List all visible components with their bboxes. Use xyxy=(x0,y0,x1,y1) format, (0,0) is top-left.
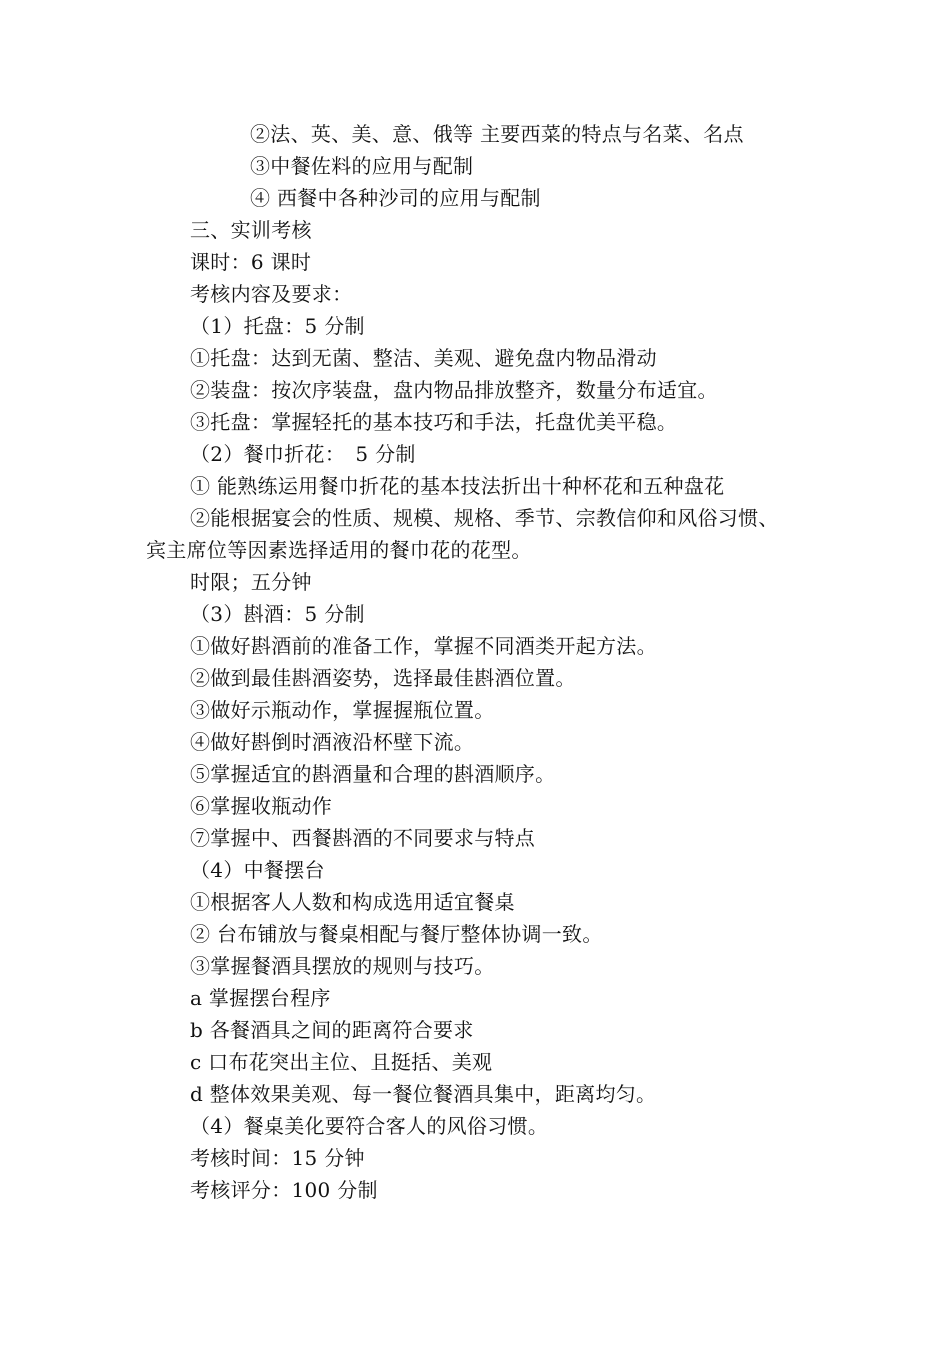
text-line: ④做好斟倒时酒液沿杯壁下流。 xyxy=(190,730,475,754)
text-line: ①根据客人人数和构成选用适宜餐桌 xyxy=(190,890,515,914)
text-line: （4）餐桌美化要符合客人的风俗习惯。 xyxy=(190,1114,549,1138)
text-line: 考核时间：15 分钟 xyxy=(190,1146,365,1170)
text-line: a 掌握摆台程序 xyxy=(190,986,331,1010)
text-line: ② 台布铺放与餐桌相配与餐厅整体协调一致。 xyxy=(190,922,603,946)
text-line: （3）斟酒：5 分制 xyxy=(190,602,365,626)
text-line: ②能根据宴会的性质、规模、规格、季节、宗教信仰和风俗习惯、 xyxy=(190,506,779,530)
text-line: ①做好斟酒前的准备工作，掌握不同酒类开起方法。 xyxy=(190,634,657,658)
text-line: ②做到最佳斟酒姿势，选择最佳斟酒位置。 xyxy=(190,666,576,690)
text-line: ③掌握餐酒具摆放的规则与技巧。 xyxy=(190,954,495,978)
text-line: 考核内容及要求： xyxy=(190,282,353,306)
text-line: d 整体效果美观、每一餐位餐酒具集中，距离均匀。 xyxy=(190,1082,657,1106)
text-line: b 各餐酒具之间的距离符合要求 xyxy=(190,1018,474,1042)
text-line: ① 能熟练运用餐巾折花的基本技法折出十种杯花和五种盘花 xyxy=(190,474,725,498)
text-line: 时限；五分钟 xyxy=(190,570,312,594)
text-line: ⑦掌握中、西餐斟酒的不同要求与特点 xyxy=(190,826,536,850)
text-line: ③中餐佐料的应用与配制 xyxy=(250,154,474,178)
text-line: （4）中餐摆台 xyxy=(190,858,325,882)
text-line: 课时：6 课时 xyxy=(190,250,312,274)
text-line: c 口布花突出主位、且挺括、美观 xyxy=(190,1050,493,1074)
section-heading: 三、实训考核 xyxy=(190,218,312,242)
text-line: ⑥掌握收瓶动作 xyxy=(190,794,333,818)
text-line: （2）餐巾折花： 5 分制 xyxy=(190,442,416,466)
text-line: 考核评分：100 分制 xyxy=(190,1178,378,1202)
text-line: ②装盘：按次序装盘，盘内物品排放整齐，数量分布适宜。 xyxy=(190,378,718,402)
text-line: ④ 西餐中各种沙司的应用与配制 xyxy=(250,186,541,210)
text-line: 宾主席位等因素选择适用的餐巾花的花型。 xyxy=(146,538,532,562)
text-line: （1）托盘：5 分制 xyxy=(190,314,365,338)
text-line: ②法、英、美、意、俄等 主要西菜的特点与名菜、名点 xyxy=(250,122,744,146)
text-line: ①托盘：达到无菌、整洁、美观、避免盘内物品滑动 xyxy=(190,346,657,370)
text-line: ⑤掌握适宜的斟酒量和合理的斟酒顺序。 xyxy=(190,762,556,786)
text-line: ③托盘：掌握轻托的基本技巧和手法，托盘优美平稳。 xyxy=(190,410,678,434)
text-line: ③做好示瓶动作，掌握握瓶位置。 xyxy=(190,698,495,722)
